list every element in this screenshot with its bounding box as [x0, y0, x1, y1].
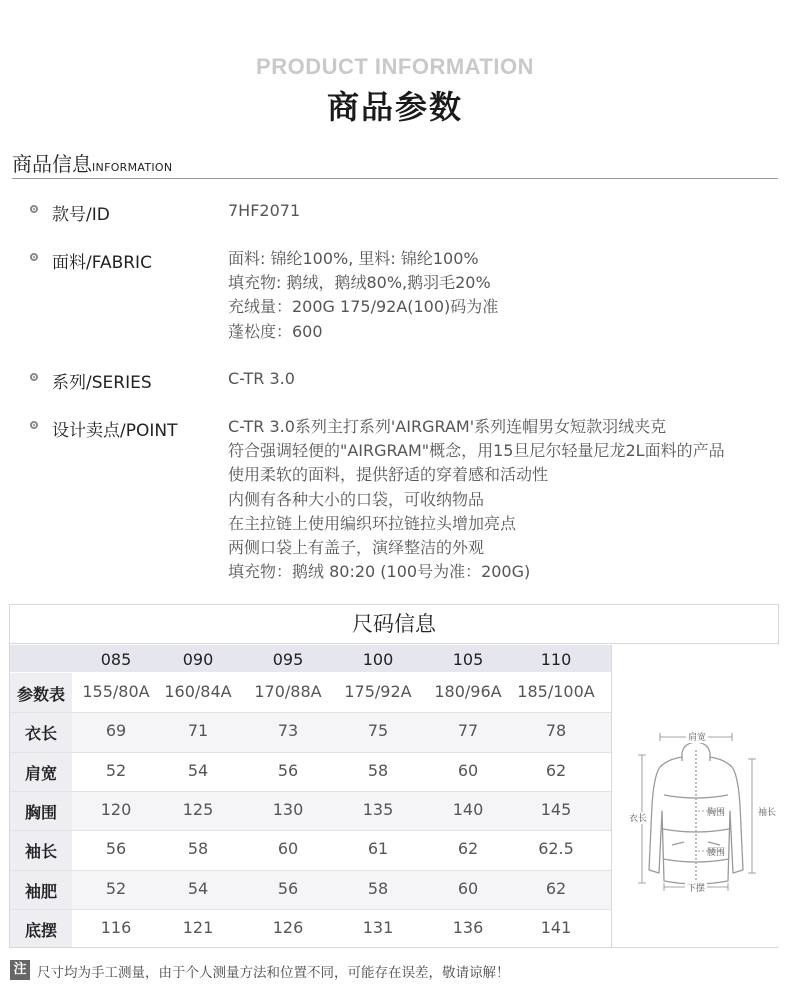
table-row-label: 袖长	[24, 842, 57, 862]
table-cell: 175/92A	[344, 682, 412, 701]
row-divider	[10, 791, 611, 792]
size-header-cell: 105	[452, 650, 484, 669]
section-divider	[12, 178, 778, 179]
info-value-series	[228, 367, 295, 391]
table-row-label: 参数表	[16, 685, 65, 704]
jacket-illustration	[612, 645, 780, 947]
table-cell: 145	[540, 799, 572, 819]
info-line: 面料: 锦纶100%, 里料: 锦纶100%	[228, 249, 479, 268]
diagram-chest-label: 胸围	[706, 808, 726, 818]
table-row-label: 底摆	[24, 920, 57, 940]
table-cell: 62.5	[538, 839, 574, 859]
bullet-icon	[30, 253, 38, 261]
table-cell: 56	[277, 760, 299, 780]
size-header-cell: 110	[540, 650, 572, 669]
info-line: 填充物：鹅绒 80:20 (100号为准：200G)	[228, 562, 531, 582]
row-divider	[10, 909, 611, 910]
info-value-point	[228, 415, 725, 584]
table-cell: 185/100A	[517, 682, 595, 701]
info-label-id: 款号/ID	[52, 205, 110, 225]
info-label-point: 设计卖点/POINT	[52, 421, 178, 441]
table-cell: 58	[367, 878, 389, 898]
section-title-zh: 商品信息	[12, 152, 92, 176]
table-row-label: 袖肥	[24, 881, 57, 901]
table-cell: 121	[182, 917, 214, 937]
info-line: C-TR 3.0系列主打系列'AIRGRAM'系列连帽男女短款羽绒夹克	[228, 417, 667, 436]
table-cell: 141	[540, 917, 572, 937]
table-cell: 62	[457, 839, 479, 859]
info-line: 内侧有各种大小的口袋，可收纳物品	[228, 489, 485, 509]
info-line: 符合强调轻便的"AIRGRAM"概念，用15旦尼尔轻量尼龙2L面料的产品	[228, 441, 725, 461]
diagram-shoulder-label: 肩宽	[687, 733, 707, 743]
table-cell: 75	[367, 721, 389, 741]
row-divider	[10, 830, 611, 831]
table-cell: 52	[105, 878, 127, 898]
info-line: 两侧口袋上有盖子，演绎整洁的外观	[228, 538, 485, 558]
row-divider	[10, 712, 611, 713]
table-cell: 54	[187, 878, 209, 898]
info-value-id	[228, 199, 300, 223]
table-cell: 60	[457, 760, 479, 780]
bullet-icon	[30, 373, 38, 381]
table-cell: 58	[187, 839, 209, 859]
table-cell: 136	[452, 917, 484, 937]
size-table-title: 尺码信息	[10, 605, 778, 644]
table-cell: 77	[457, 721, 479, 741]
table-cell: 56	[105, 839, 127, 859]
table-cell: 170/88A	[254, 682, 322, 701]
header-title-en: PRODUCT INFORMATION	[256, 54, 534, 79]
info-line: 7HF2071	[228, 201, 301, 220]
table-cell: 62	[545, 878, 567, 898]
table-cell: 58	[367, 760, 389, 780]
header-title-zh: 商品参数	[326, 88, 463, 126]
bullet-icon	[30, 205, 38, 213]
table-cell: 135	[362, 799, 394, 819]
table-cell: 69	[105, 721, 127, 741]
table-row-label: 肩宽	[24, 763, 57, 783]
table-cell: 160/84A	[164, 682, 232, 701]
size-header-cell: 100	[362, 650, 394, 669]
info-label-series: 系列/SERIES	[52, 373, 152, 393]
size-header-cell: 095	[272, 650, 304, 669]
table-cell: 180/96A	[434, 682, 502, 701]
table-cell: 155/80A	[82, 682, 150, 701]
table-cell: 78	[545, 721, 567, 741]
info-line: 蓬松度：600	[228, 321, 323, 341]
size-header-cell: 085	[100, 650, 132, 669]
note-text: 尺寸均为手工测量，由于个人测量方法和位置不同，可能存在误差，敬请谅解！	[37, 965, 510, 981]
size-header-cell: 090	[182, 650, 214, 669]
jacket-diagram	[611, 645, 780, 947]
info-line: C-TR 3.0	[228, 369, 295, 388]
table-cell: 131	[362, 917, 394, 937]
table-cell: 120	[100, 799, 132, 819]
table-cell: 140	[452, 799, 484, 819]
diagram-sleeve-label: 袖长	[757, 808, 777, 818]
row-divider	[10, 752, 611, 753]
section-title-en: INFORMATION	[92, 161, 173, 174]
info-line: 使用柔软的面料，提供舒适的穿着感和活动性	[228, 465, 549, 485]
table-cell: 52	[105, 760, 127, 780]
table-cell: 60	[277, 839, 299, 859]
table-cell: 130	[272, 799, 304, 819]
bullet-icon	[30, 421, 38, 429]
table-cell: 126	[272, 917, 304, 937]
diagram-waist-label: 腰围	[706, 848, 726, 858]
table-cell: 54	[187, 760, 209, 780]
table-cell: 71	[187, 721, 209, 741]
table-cell: 125	[182, 799, 214, 819]
info-value-fabric	[228, 247, 498, 344]
section-title	[12, 148, 172, 177]
table-cell: 61	[367, 839, 389, 859]
table-row-label: 胸围	[24, 802, 57, 822]
table-cell: 62	[545, 760, 567, 780]
info-label-fabric: 面料/FABRIC	[52, 253, 152, 273]
table-cell: 73	[277, 721, 299, 741]
row-divider	[10, 870, 611, 871]
diagram-hem-label: 下摆	[686, 884, 706, 894]
info-line: 在主拉链上使用编织环拉链拉头增加亮点	[228, 513, 517, 533]
table-cell: 56	[277, 878, 299, 898]
info-line: 充绒量：200G 175/92A(100)码为准	[228, 297, 499, 317]
table-cell: 60	[457, 878, 479, 898]
table-row-label: 衣长	[24, 724, 57, 744]
table-cell: 116	[100, 917, 132, 937]
info-line: 填充物: 鹅绒，鹅绒80%,鹅羽毛20%	[228, 273, 491, 293]
diagram-length-label: 衣长	[628, 814, 648, 824]
note-tag: 注	[10, 960, 30, 980]
